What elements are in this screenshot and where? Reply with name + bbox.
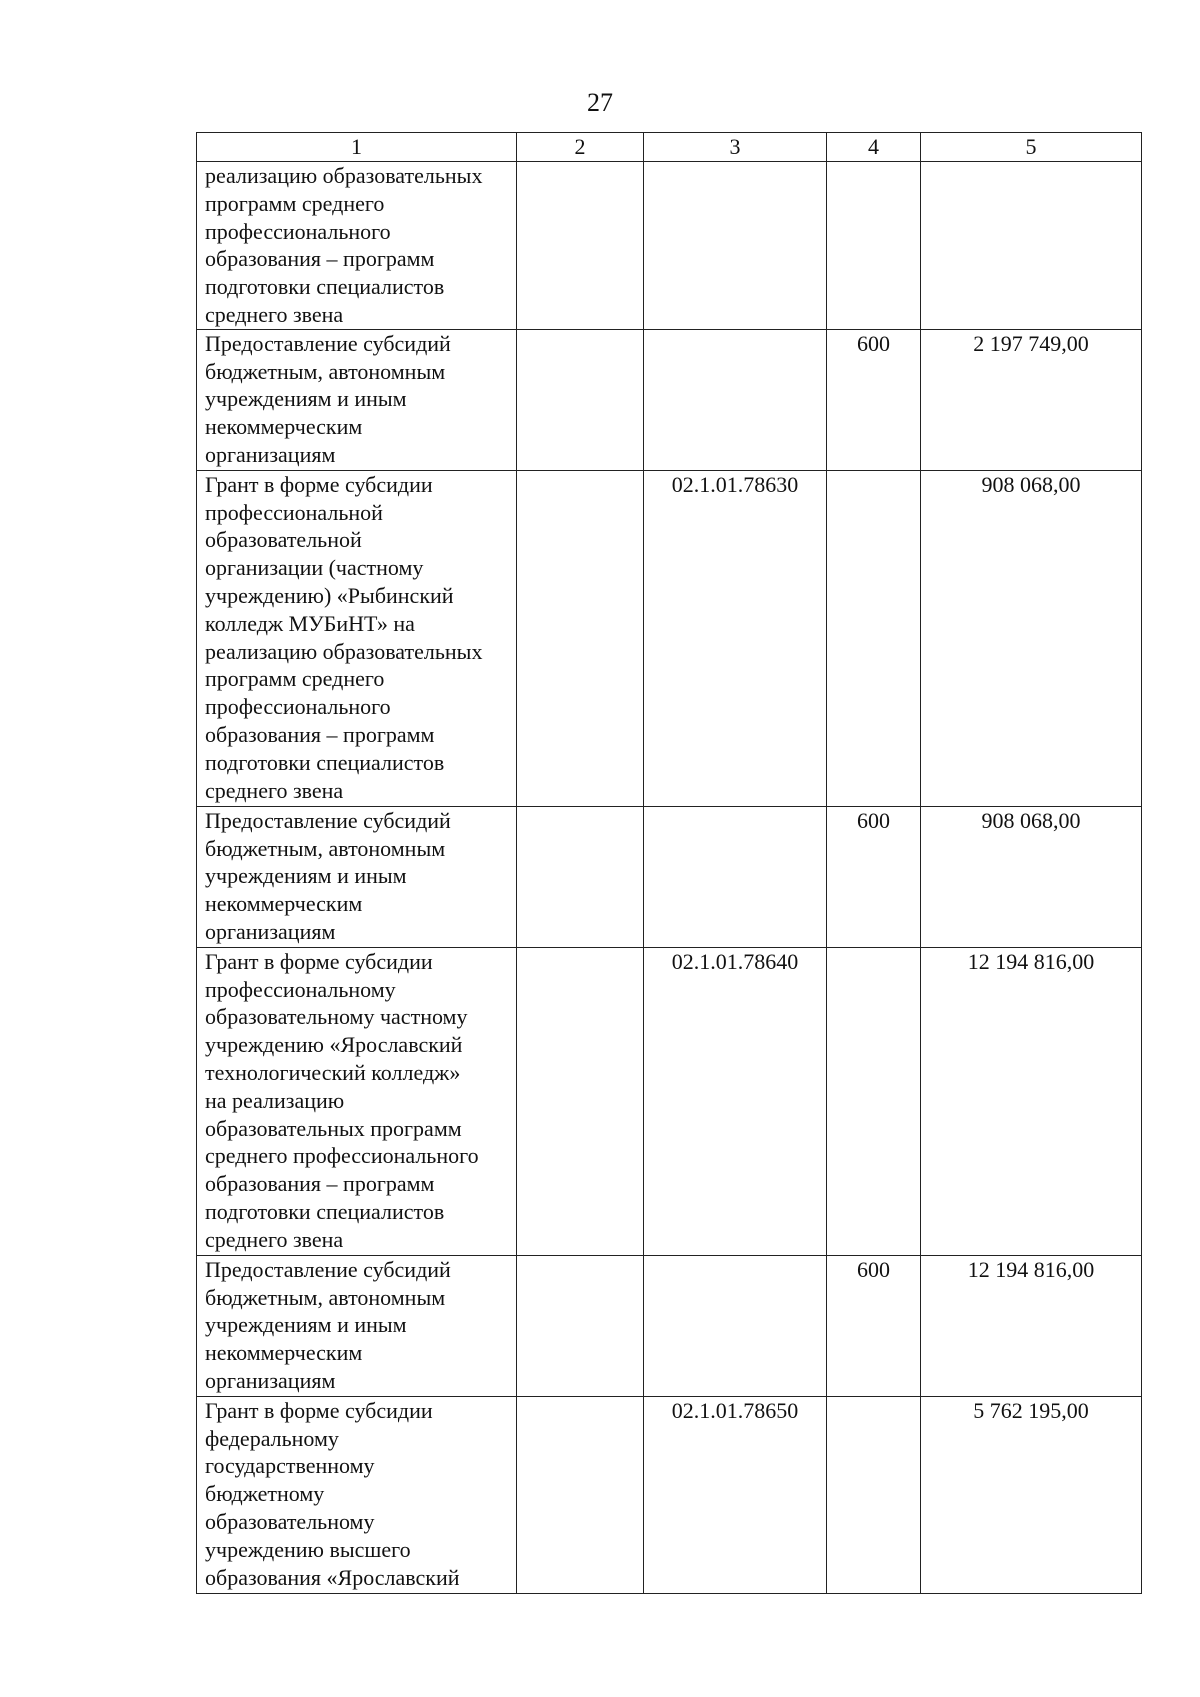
row-name-cell: Предоставление субсидий бюджетным, автономным учреждениям и иным некоммерческим организациям [197,806,517,947]
column-2-cell [517,1255,644,1396]
target-code-cell [644,1255,827,1396]
expense-type-cell [827,162,921,330]
target-code-cell: 02.1.01.78640 [644,947,827,1255]
amount-cell: 12 194 816,00 [921,1255,1142,1396]
column-number-1: 1 [197,133,517,162]
row-name-cell: Грант в форме субсидии профессиональной образовательной организации (частному учреждению) «Рыбинский колледж МУБиНТ» на реализацию образовательных программ среднего профессионального образования – программ подготовки специалистов среднего звена [197,470,517,806]
row-name-cell: Предоставление субсидий бюджетным, автономным учреждениям и иным некоммерческим организациям [197,329,517,470]
expense-type-cell: 600 [827,329,921,470]
column-2-cell [517,162,644,330]
column-number-3: 3 [644,133,827,162]
column-2-cell [517,329,644,470]
expense-type-cell: 600 [827,806,921,947]
column-number-2: 2 [517,133,644,162]
amount-cell: 5 762 195,00 [921,1396,1142,1593]
row-name-cell: Предоставление субсидий бюджетным, автономным учреждениям и иным некоммерческим организациям [197,1255,517,1396]
column-2-cell [517,470,644,806]
column-number-5: 5 [921,133,1142,162]
amount-cell [921,162,1142,330]
table-row [197,329,1142,470]
table-row [197,1255,1142,1396]
table-row [197,806,1142,947]
amount-cell: 908 068,00 [921,806,1142,947]
column-number-4: 4 [827,133,921,162]
amount-cell: 12 194 816,00 [921,947,1142,1255]
expense-type-cell [827,947,921,1255]
table-row [197,470,1142,806]
table-row [197,162,1142,330]
row-name-cell: Грант в форме субсидии федеральному государственному бюджетному образовательному учреждению высшего образования «Ярославский [197,1396,517,1593]
amount-cell: 2 197 749,00 [921,329,1142,470]
row-name-cell: Грант в форме субсидии профессиональному образовательному частному учреждению «Ярославский технологический колледж» на реализацию образовательных программ среднего профессионального образования – программ подготовки специалистов среднего звена [197,947,517,1255]
row-name-cell: реализацию образовательных программ среднего профессионального образования – программ подготовки специалистов среднего звена [197,162,517,330]
column-2-cell [517,806,644,947]
expense-type-cell [827,470,921,806]
expense-type-cell: 600 [827,1255,921,1396]
header-row [197,133,1142,162]
column-2-cell [517,1396,644,1593]
target-code-cell [644,806,827,947]
target-code-cell: 02.1.01.78650 [644,1396,827,1593]
page-number: 27 [587,88,613,117]
target-code-cell [644,329,827,470]
budget-table [196,132,1142,1594]
amount-cell: 908 068,00 [921,470,1142,806]
table-row [197,947,1142,1255]
target-code-cell [644,162,827,330]
column-2-cell [517,947,644,1255]
expense-type-cell [827,1396,921,1593]
table-row [197,1396,1142,1593]
target-code-cell: 02.1.01.78630 [644,470,827,806]
